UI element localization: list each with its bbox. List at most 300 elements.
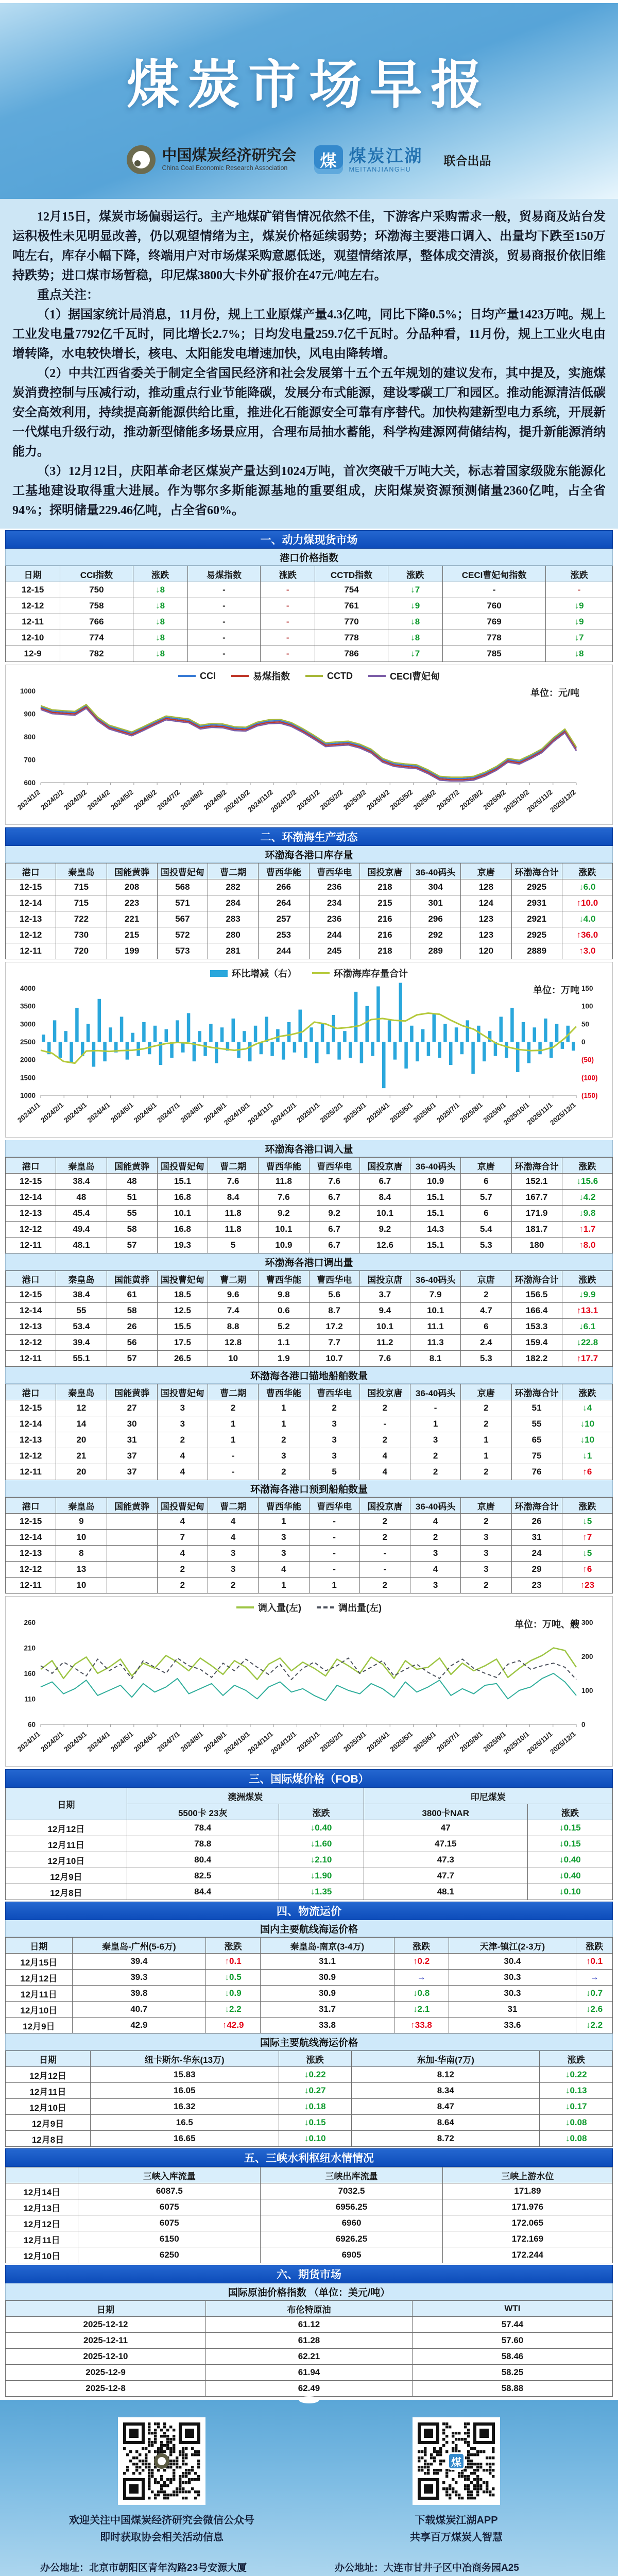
svg-text:2000: 2000 <box>20 1056 36 1064</box>
table-cell: 12-13 <box>6 1206 56 1222</box>
table-cell: 296 <box>410 911 461 927</box>
table-cell: 1 <box>208 1432 259 1448</box>
table-cell: 3 <box>410 1546 461 1562</box>
table-cell: 218 <box>359 879 410 895</box>
contact-line: 办公地址：北京市朝阳区青年沟路23号安源大厦 <box>40 2563 247 2573</box>
table-cell: 1 <box>461 1432 511 1448</box>
table-cell: 1 <box>259 1578 309 1594</box>
column-header: 日期 <box>6 1938 73 1954</box>
column-header: 曹二期 <box>208 1498 259 1514</box>
table-cell: 12月10日 <box>6 1852 127 1868</box>
svg-text:2025/10/1: 2025/10/1 <box>502 1100 531 1127</box>
svg-text:2025/6/2: 2025/6/2 <box>411 788 438 812</box>
table-cell: 12-14 <box>6 1303 56 1319</box>
table-cell: 42.9 <box>72 2018 205 2033</box>
table-cell: 10 <box>208 1351 259 1367</box>
column-header: 曹西华能 <box>259 1498 309 1514</box>
svg-text:0: 0 <box>581 1038 586 1046</box>
table-cell: 3 <box>208 1546 259 1562</box>
table-cell: 27 <box>107 1400 157 1416</box>
svg-text:2024/5/2: 2024/5/2 <box>109 788 135 812</box>
footer-right-column <box>320 2417 592 2576</box>
table-cell <box>107 1530 157 1546</box>
table-cell: 7.6 <box>259 1190 309 1206</box>
svg-text:(100): (100) <box>581 1074 598 1082</box>
svg-text:300: 300 <box>581 1619 593 1626</box>
table-cell: 40.7 <box>72 2002 205 2018</box>
table-cell: ↓5 <box>562 1514 612 1530</box>
table-cell: 4 <box>359 1448 410 1464</box>
table-cell: 2 <box>461 1514 511 1530</box>
table-cell: 10.1 <box>359 1206 410 1222</box>
table-cell: 6075 <box>78 2215 261 2231</box>
table-cell: 16.8 <box>157 1222 208 1238</box>
table-cell: - <box>309 1546 359 1562</box>
table-cell: 12月12日 <box>6 2215 78 2231</box>
table-cell: 128 <box>461 879 511 895</box>
table-cell: ↓0.18 <box>279 2099 351 2115</box>
column-header: 三峡上游水位 <box>442 2167 612 2183</box>
report-body <box>0 529 618 2397</box>
column-header: 澳洲煤炭 <box>127 1788 364 1804</box>
table-row <box>6 943 613 959</box>
international-coal-price-table <box>5 1788 613 1900</box>
table-cell: 761 <box>315 598 388 614</box>
table-row <box>6 1884 613 1900</box>
column-header: 曹西华能 <box>259 1158 309 1174</box>
table-cell: 7.9 <box>410 1287 461 1303</box>
table-cell: 12-14 <box>6 895 56 911</box>
table-cell: 6926.25 <box>261 2231 443 2247</box>
table-cell: ↓1.90 <box>279 1868 364 1884</box>
svg-text:2024/3/2: 2024/3/2 <box>62 788 89 812</box>
inflow-outflow-chart <box>5 1596 613 1767</box>
table-cell: 2 <box>157 1562 208 1578</box>
table-cell: - <box>208 1448 259 1464</box>
table-cell: 12月8日 <box>6 2131 91 2147</box>
table-cell: 2 <box>461 1464 511 1480</box>
table-cell: 236 <box>309 911 359 927</box>
table-cell: - <box>208 1464 259 1480</box>
column-header: 国投京唐 <box>359 1498 410 1514</box>
table-cell: 57.44 <box>412 2317 612 2333</box>
table-cell: 244 <box>309 927 359 943</box>
table-cell: 244 <box>259 943 309 959</box>
table-cell: 30.9 <box>261 1986 394 2002</box>
table-cell: 2 <box>461 1400 511 1416</box>
table-cell: ↓5 <box>562 1546 612 1562</box>
table-cell: 5.6 <box>309 1287 359 1303</box>
table-cell: ↓8 <box>546 646 613 662</box>
table-row <box>6 1868 613 1884</box>
table-cell: 234 <box>309 895 359 911</box>
table-cell: 33.8 <box>261 2018 394 2033</box>
table-row <box>6 1351 613 1367</box>
table-row <box>6 598 613 614</box>
table-cell: 2025-12-12 <box>6 2317 206 2333</box>
chart-legend <box>8 669 610 683</box>
table-cell: 1 <box>461 1448 511 1464</box>
table-row <box>6 2099 613 2115</box>
column-header: 曹西华电 <box>309 863 359 879</box>
column-header: 京唐 <box>461 1271 511 1287</box>
column-header: 港口 <box>6 1384 56 1400</box>
table-cell: ↑33.8 <box>394 2018 449 2033</box>
table-cell: 47 <box>364 1820 527 1836</box>
table-cell: 283 <box>208 911 259 927</box>
table-cell: 48.1 <box>364 1884 527 1900</box>
outflow-subtitle: 环渤海各港口调出量 <box>5 1253 613 1270</box>
anchored-ships-table <box>5 1384 613 1480</box>
svg-text:2024/7/1: 2024/7/1 <box>156 1730 182 1754</box>
column-header: 涨跌 <box>562 1271 612 1287</box>
table-cell: 31 <box>511 1530 562 1546</box>
table-row <box>6 1546 613 1562</box>
table-cell: 12.8 <box>208 1335 259 1351</box>
table-cell: 11.1 <box>410 1319 461 1335</box>
table-cell: 17.2 <box>309 1319 359 1335</box>
table-cell: 12月10日 <box>6 2247 78 2263</box>
table-row <box>6 1514 613 1530</box>
svg-text:2024/7/2: 2024/7/2 <box>156 788 182 812</box>
column-header: 国能黄骅 <box>107 1498 157 1514</box>
table-cell: 23 <box>511 1578 562 1594</box>
column-header: 曹西华电 <box>309 1158 359 1174</box>
column-header: 国能黄骅 <box>107 1384 157 1400</box>
column-header: 港口 <box>6 1271 56 1287</box>
table-cell: 3 <box>208 1562 259 1578</box>
three-gorges-water-table <box>5 2167 613 2263</box>
table-cell: 166.4 <box>511 1303 562 1319</box>
table-cell: ↓2.6 <box>576 2002 613 2018</box>
table-cell: 5 <box>309 1464 359 1480</box>
table-cell: ↓8 <box>133 598 187 614</box>
table-cell: 2 <box>410 1448 461 1464</box>
svg-text:(50): (50) <box>581 1056 594 1064</box>
column-header: 3800卡NAR <box>364 1804 527 1820</box>
table-cell: - <box>187 582 260 598</box>
port-outflow-table <box>5 1270 613 1367</box>
column-header: 涨跌 <box>562 1384 612 1400</box>
table-cell: - <box>187 630 260 646</box>
table-cell: 5.4 <box>461 1222 511 1238</box>
table-cell: - <box>261 598 315 614</box>
table-cell: - <box>546 582 613 598</box>
joint-production-label: 联合出品 <box>443 154 491 167</box>
table-cell: 4 <box>359 1464 410 1480</box>
table-cell: 12月11日 <box>6 1836 127 1852</box>
svg-text:2024/4/2: 2024/4/2 <box>85 788 112 812</box>
org2-name: 煤炭江湖 <box>349 146 423 165</box>
table-cell: 12-15 <box>6 1514 56 1530</box>
intro-paragraph-4: （3）12月12日，庆阳革命老区煤炭产量达到1024万吨，首次突破千万吨大关，标志着国家级陇东能源化工基地建设取得重大进展。作为鄂尔多斯能源基地的重要组成，庆阳煤炭资源预测储量2360亿吨，占全省94%；探明储量229.46亿吨，占全省60%。 <box>12 465 606 517</box>
table-cell: 82.5 <box>127 1868 279 1884</box>
table-row <box>6 2231 613 2247</box>
table-cell: 47.7 <box>364 1868 527 1884</box>
table-cell: 20 <box>56 1432 107 1448</box>
table-cell: 8.4 <box>208 1190 259 1206</box>
svg-text:2024/8/2: 2024/8/2 <box>179 788 205 812</box>
table-cell: 8 <box>56 1546 107 1562</box>
table-cell: 48 <box>56 1190 107 1206</box>
table-cell: ↓1 <box>562 1448 612 1464</box>
table-cell: 6 <box>461 1174 511 1190</box>
table-row <box>6 1970 613 1986</box>
svg-text:50: 50 <box>581 1020 590 1028</box>
table-cell: 9.2 <box>309 1206 359 1222</box>
table-cell: ↑23 <box>562 1578 612 1594</box>
table-cell: 78.8 <box>127 1836 279 1852</box>
table-cell: - <box>187 646 260 662</box>
column-header: 国投京唐 <box>359 863 410 879</box>
table-cell: 292 <box>410 927 461 943</box>
table-cell: 152.1 <box>511 1174 562 1190</box>
table-cell: 12月9日 <box>6 2018 73 2033</box>
table-row <box>6 1319 613 1335</box>
table-cell: - <box>187 614 260 630</box>
svg-text:2024/12/1: 2024/12/1 <box>269 1100 298 1127</box>
table-cell: 3 <box>461 1546 511 1562</box>
table-cell: 172.065 <box>442 2215 612 2231</box>
chart-legend <box>8 1601 610 1614</box>
table-cell: - <box>410 1400 461 1416</box>
column-header: 曹二期 <box>208 863 259 879</box>
svg-text:2025/5/1: 2025/5/1 <box>388 1730 415 1754</box>
table-cell: 57.60 <box>412 2333 612 2349</box>
svg-text:2024/1/1: 2024/1/1 <box>16 1730 42 1754</box>
column-header: 曹西华电 <box>309 1498 359 1514</box>
table-cell: ↓9 <box>388 598 442 614</box>
table-cell: 2.4 <box>461 1335 511 1351</box>
footer-left-tagline <box>26 2512 298 2546</box>
table-cell: ↓0.27 <box>279 2083 351 2099</box>
table-cell: 5.2 <box>259 1319 309 1335</box>
table-cell: 253 <box>259 927 309 943</box>
column-header: 港口 <box>6 863 56 879</box>
table-cell: 171.976 <box>442 2199 612 2215</box>
intro-paragraph-3: （2）中共江西省委关于制定全省国民经济和社会发展第十五个五年规划的建议发布，其中提及，实施煤炭消费控制与压减行动，推动重点行业节能降碳，发展分布式能源，建设零碳工厂和园区。推动能源清洁低碳安全高效利用，持续提高新能源供给比重，推进化石能源安全可靠有序替代。加快构建新型电力系统，开展新一代煤电升级行动，推动新型储能多场景应用，合理布局抽水蓄能，科学构建源网荷储结构，提升新能源消纳能力。 <box>12 367 606 459</box>
table-cell: 6075 <box>78 2199 261 2215</box>
table-cell: 3 <box>259 1530 309 1546</box>
table-cell: 10 <box>56 1530 107 1546</box>
table-cell: 172.169 <box>442 2231 612 2247</box>
table-cell: 1.9 <box>259 1351 309 1367</box>
table-cell: 12-12 <box>6 1335 56 1351</box>
table-cell: 6.7 <box>309 1238 359 1253</box>
legend-item: CCTD <box>305 671 353 682</box>
svg-text:2024/1/2: 2024/1/2 <box>16 788 42 812</box>
column-header: 港口 <box>6 1158 56 1174</box>
table-cell: - <box>309 1530 359 1546</box>
svg-text:2024/2/1: 2024/2/1 <box>39 1100 65 1125</box>
svg-text:2024/11/1: 2024/11/1 <box>246 1730 275 1756</box>
table-cell: 2025-12-11 <box>6 2333 206 2349</box>
table-cell: 16.05 <box>91 2083 279 2099</box>
table-cell: 4 <box>208 1530 259 1546</box>
table-cell: - <box>359 1546 410 1562</box>
table-cell: 31 <box>449 2002 576 2018</box>
table-cell: ↓0.40 <box>527 1852 612 1868</box>
table-cell: 4 <box>410 1514 461 1530</box>
table-cell: 6250 <box>78 2247 261 2263</box>
table-cell: 12.6 <box>359 1238 410 1253</box>
svg-text:2024/5/1: 2024/5/1 <box>109 1730 135 1754</box>
port-inflow-table <box>5 1157 613 1253</box>
table-cell: ↑8.0 <box>562 1238 612 1253</box>
table-cell: 758 <box>60 598 133 614</box>
table-cell: 236 <box>309 879 359 895</box>
svg-text:2025/2/1: 2025/2/1 <box>318 1100 345 1125</box>
svg-text:2024/6/1: 2024/6/1 <box>132 1730 159 1754</box>
table-cell: 754 <box>315 582 388 598</box>
table-row <box>6 1174 613 1190</box>
svg-text:2024/1/1: 2024/1/1 <box>16 1100 42 1125</box>
column-header: 环渤海合计 <box>511 1498 562 1514</box>
table-row <box>6 1206 613 1222</box>
data-table <box>5 566 613 662</box>
table-cell: - <box>261 630 315 646</box>
table-cell: 84.4 <box>127 1884 279 1900</box>
report-title: 煤炭市场早报 <box>127 56 491 114</box>
table-cell: 45.4 <box>56 1206 107 1222</box>
column-header: 涨跌 <box>206 1938 261 1954</box>
section-3-banner: 三、国际煤价格（FOB） <box>5 1769 613 1788</box>
column-header: 曹二期 <box>208 1158 259 1174</box>
column-header: 36-40码头 <box>410 1498 461 1514</box>
column-header: 国投京唐 <box>359 1271 410 1287</box>
column-header: 日期 <box>6 2301 206 2317</box>
table-row <box>6 1416 613 1432</box>
svg-text:2024/6/2: 2024/6/2 <box>132 788 159 812</box>
table-cell: 5.3 <box>461 1238 511 1253</box>
table-cell <box>107 1546 157 1562</box>
svg-text:100: 100 <box>581 1687 593 1694</box>
chart-canvas <box>8 683 609 822</box>
svg-text:60: 60 <box>27 1721 36 1728</box>
column-header: 国投曹妃甸 <box>157 1384 208 1400</box>
table-cell: 12月10日 <box>6 2002 73 2018</box>
table-cell: 8.64 <box>352 2115 540 2131</box>
table-cell: - <box>359 1562 410 1578</box>
table-cell: 30.3 <box>449 1970 576 1986</box>
table-cell: 14 <box>56 1416 107 1432</box>
column-header: CCTD指数 <box>315 566 388 582</box>
table-cell: 171.89 <box>442 2183 612 2199</box>
column-header: 东加-华南(7万) <box>352 2051 540 2067</box>
legend-item: 调出量(左) <box>317 1601 382 1614</box>
table-cell: 2925 <box>511 879 562 895</box>
svg-text:2024/2/2: 2024/2/2 <box>39 788 65 812</box>
table-cell: 199 <box>107 943 157 959</box>
table-cell: ↓8 <box>133 582 187 598</box>
footer-right-tag1: 下载煤炭江湖APP <box>415 2515 498 2526</box>
svg-text:2025/4/2: 2025/4/2 <box>365 788 391 812</box>
table-cell: 53.4 <box>56 1319 107 1335</box>
table-cell: 12-11 <box>6 1238 56 1253</box>
table-cell: 180 <box>511 1238 562 1253</box>
table-cell: 2921 <box>511 911 562 927</box>
expected-ships-subtitle: 环渤海各港口预到船舶数量 <box>5 1480 613 1497</box>
column-header: 国能黄骅 <box>107 1158 157 1174</box>
svg-text:2025/1/1: 2025/1/1 <box>295 1100 321 1125</box>
table-row <box>6 2115 613 2131</box>
table-cell: ↓8 <box>133 630 187 646</box>
table-cell: 12-13 <box>6 1319 56 1335</box>
svg-text:150: 150 <box>581 985 593 992</box>
table-cell: 221 <box>107 911 157 927</box>
svg-text:600: 600 <box>24 779 36 787</box>
svg-text:2024/8/1: 2024/8/1 <box>179 1100 205 1125</box>
table-cell: 5.3 <box>461 1351 511 1367</box>
table-cell: 58 <box>107 1222 157 1238</box>
table-cell: 123 <box>461 927 511 943</box>
svg-text:2024/7/1: 2024/7/1 <box>156 1100 182 1125</box>
table-cell: 6 <box>461 1206 511 1222</box>
table-cell: 3 <box>309 1448 359 1464</box>
table-cell: 281 <box>208 943 259 959</box>
table-cell: 12-15 <box>6 1174 56 1190</box>
table-cell: 78.4 <box>127 1820 279 1836</box>
table-cell: 17.5 <box>157 1335 208 1351</box>
table-row <box>6 2183 613 2199</box>
table-cell: 715 <box>56 895 107 911</box>
table-cell: ↓2.2 <box>576 2018 613 2033</box>
table-cell: 61 <box>107 1287 157 1303</box>
table-cell: 37 <box>107 1464 157 1480</box>
svg-text:2025/10/2: 2025/10/2 <box>502 788 531 814</box>
table-cell: 26 <box>107 1319 157 1335</box>
table-cell: 11.8 <box>208 1222 259 1238</box>
table-cell: 715 <box>56 879 107 895</box>
table-cell: ↓9.9 <box>562 1287 612 1303</box>
table-cell: 573 <box>157 943 208 959</box>
international-freight-subtitle: 国际主要航线海运价格 <box>5 2033 613 2050</box>
table-cell: ↓0.7 <box>576 1986 613 2002</box>
svg-text:2024/11/2: 2024/11/2 <box>246 788 275 814</box>
table-cell: 51 <box>511 1400 562 1416</box>
table-cell: ↓0.10 <box>279 2131 351 2147</box>
table-cell: 7.4 <box>208 1303 259 1319</box>
table-cell: 2 <box>157 1432 208 1448</box>
table-cell: 12月14日 <box>6 2183 78 2199</box>
svg-text:2024/3/1: 2024/3/1 <box>62 1730 89 1754</box>
table-cell: 10.9 <box>410 1174 461 1190</box>
svg-text:1000: 1000 <box>20 687 36 695</box>
table-cell: 215 <box>107 927 157 943</box>
column-header <box>6 2167 78 2183</box>
table-cell: 47.15 <box>364 1836 527 1852</box>
table-cell: 15.5 <box>157 1319 208 1335</box>
domestic-freight-table <box>5 1937 613 2033</box>
table-cell: 12月11日 <box>6 2083 91 2099</box>
meitanjianghu-glyph: 煤 <box>320 151 337 170</box>
table-cell: ↑0.1 <box>206 1954 261 1970</box>
table-cell: 8.47 <box>352 2099 540 2115</box>
table-cell: 8.1 <box>410 1351 461 1367</box>
table-cell: 304 <box>410 879 461 895</box>
table-cell: 208 <box>107 879 157 895</box>
column-header: 纽卡斯尔-华东(13万) <box>91 2051 279 2067</box>
table-row <box>6 927 613 943</box>
svg-text:2025/9/2: 2025/9/2 <box>482 788 508 812</box>
table-cell: 39.4 <box>56 1335 107 1351</box>
table-cell: 10.7 <box>309 1351 359 1367</box>
table-cell: 12-11 <box>6 1351 56 1367</box>
table-cell: 10 <box>56 1578 107 1594</box>
table-cell: 48 <box>107 1174 157 1190</box>
table-cell: 8.7 <box>309 1303 359 1319</box>
table-cell: 49.4 <box>56 1222 107 1238</box>
